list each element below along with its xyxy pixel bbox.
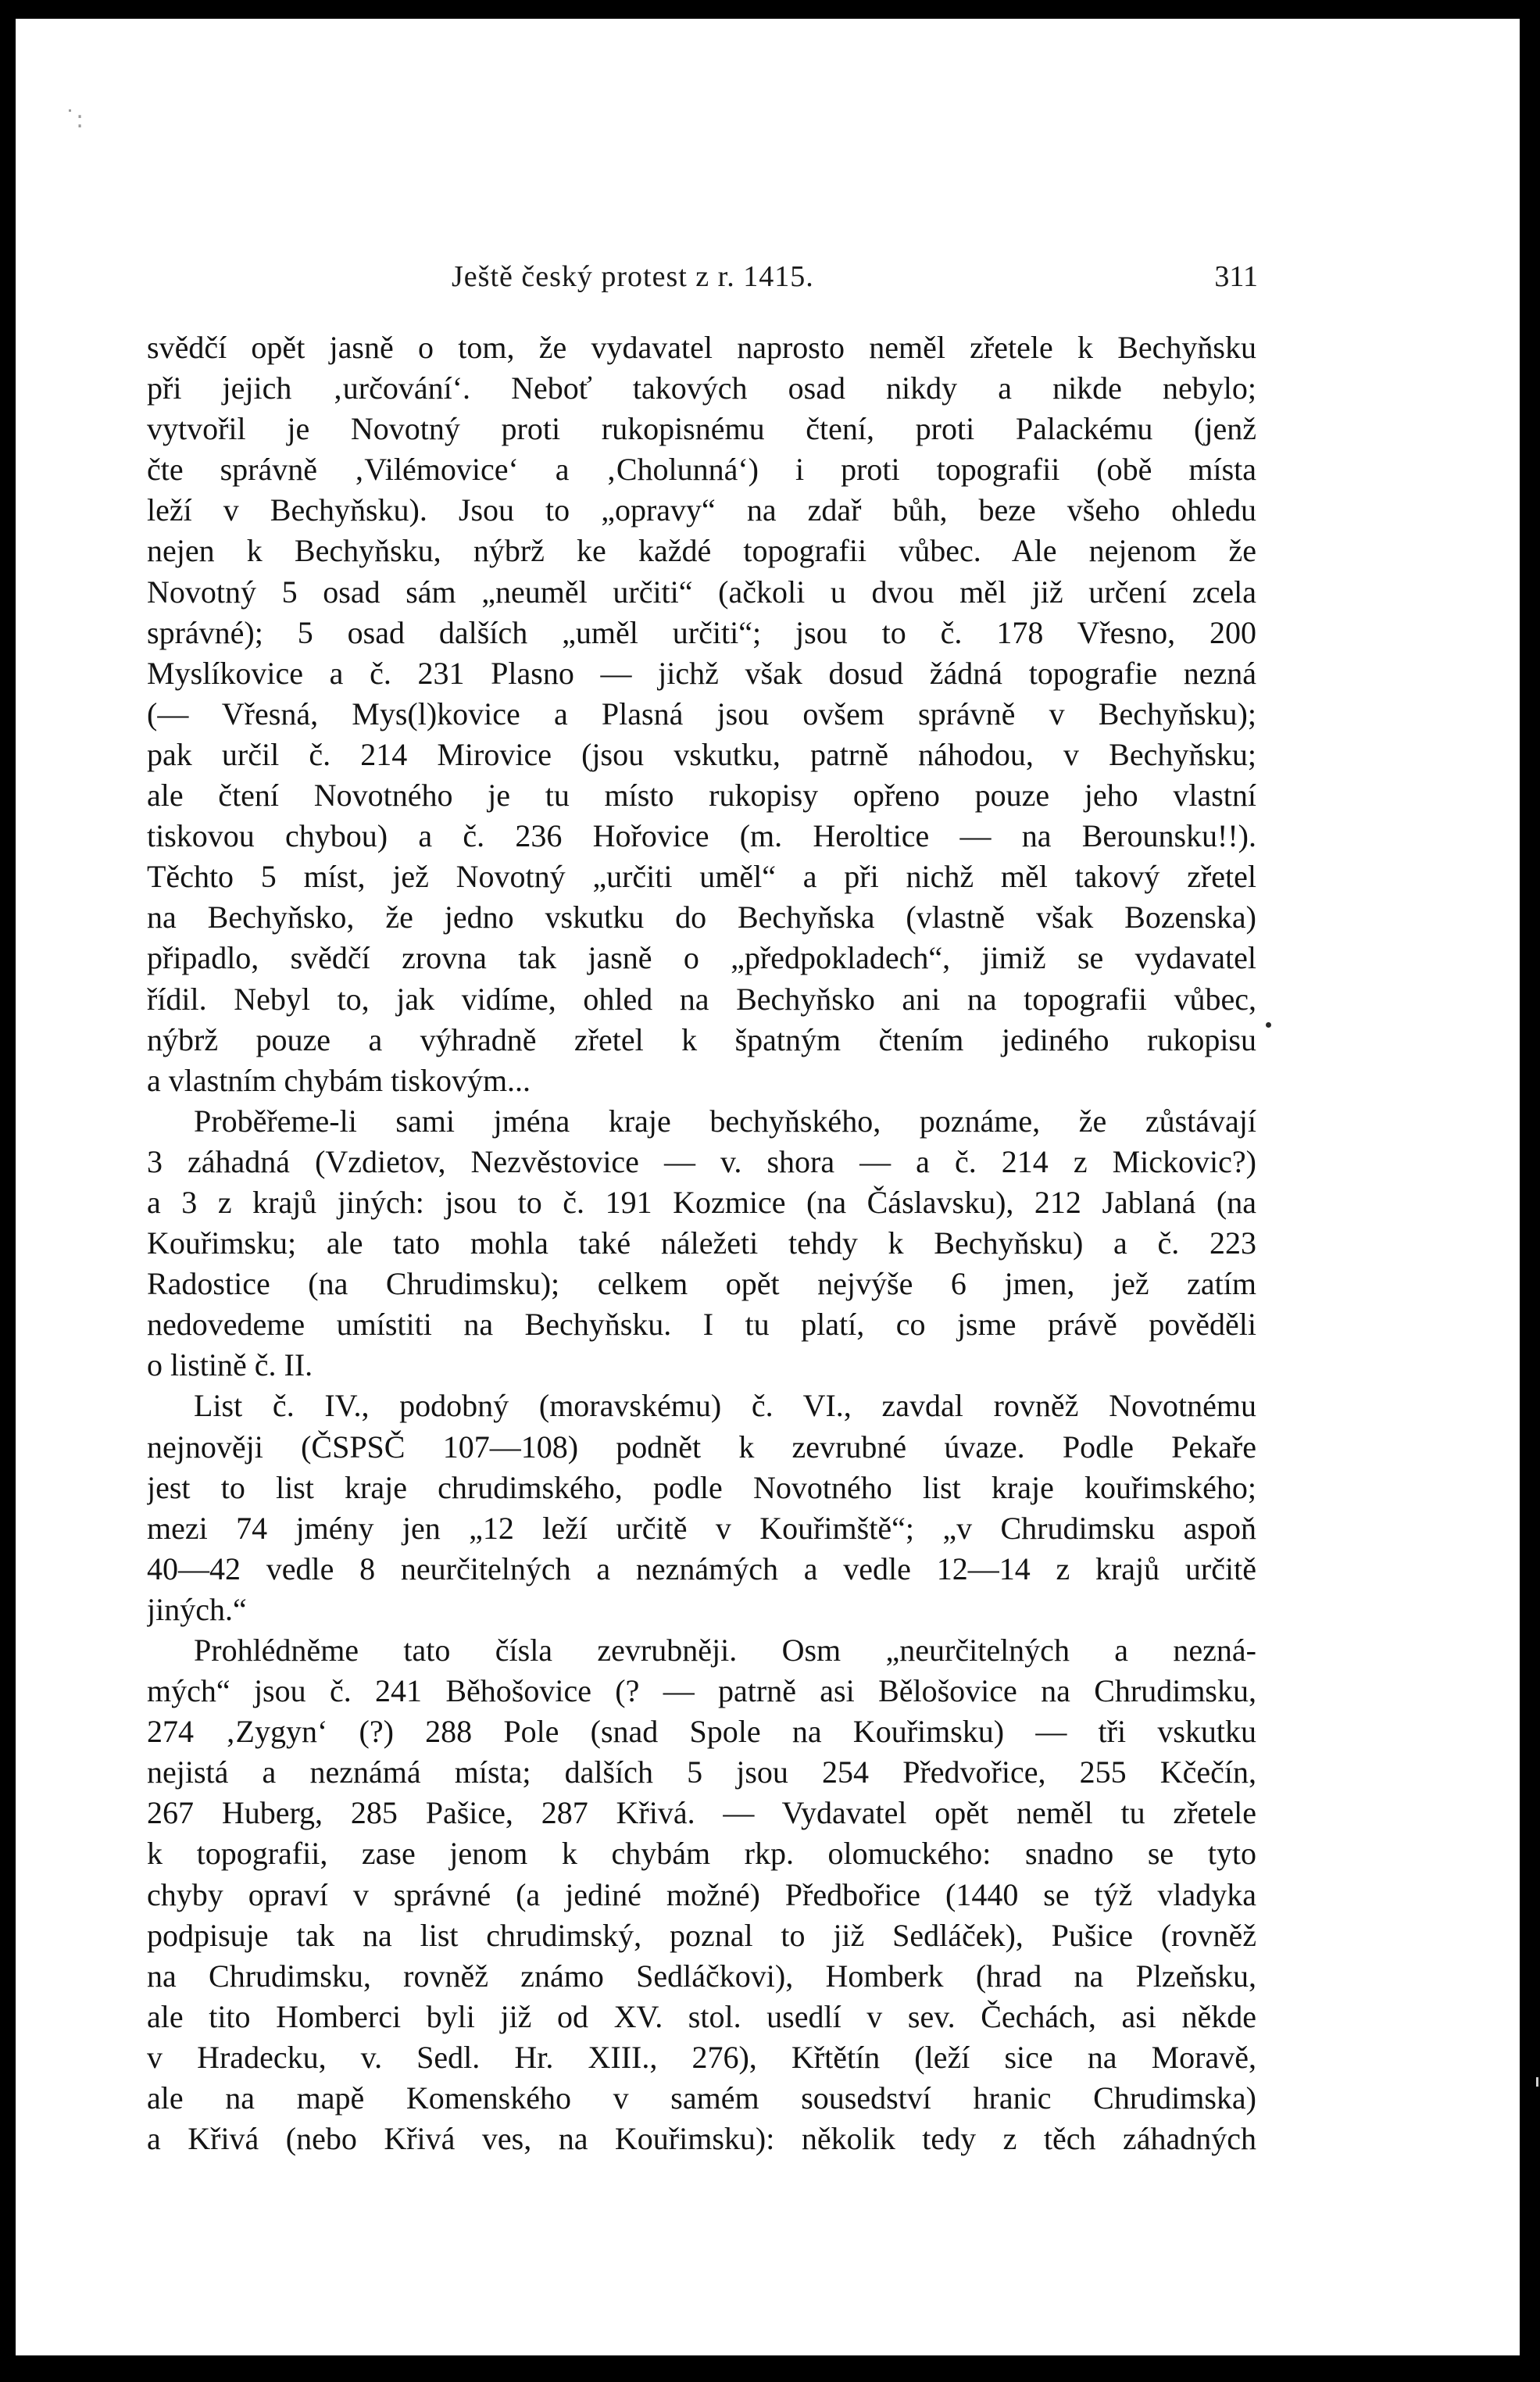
text-line-paragraph-start: List č. IV., podobný (moravskému) č. VI., zavdal rovněž Novotnému [194,1388,1256,1424]
text-line: čte správně ‚Vilémovice‘ a ‚Cholunná‘) i proti topografii (obě místa [147,452,1256,488]
text-line: na Chrudimsku, rovněž známo Sedláčkovi), Homberk (hrad na Plzeňsku, [147,1958,1256,1994]
text-line: ale na mapě Komenského v samém sousedství hranic Chrudimska) [147,2080,1256,2116]
text-line: ale tito Homberci byli již od XV. stol. usedlí v sev. Čechách, asi někde [147,1998,1256,2034]
text-line: pak určil č. 214 Mirovice (jsou vskutku, patrně náhodou, v Bechyňsku; [147,736,1256,772]
text-line: mých“ jsou č. 241 Běhošovice (? — patrně asi Bělošovice na Chrudimsku, [147,1673,1256,1709]
text-line: chyby opraví v správné (a jediné možné) Předbořice (1440 se týž vladyka [147,1876,1256,1912]
text-line: leží v Bechyňsku). Jsou to „opravy“ na zdař bůh, beze všeho ohledu [147,492,1256,528]
text-line: a 3 z krajů jiných: jsou to č. 191 Kozmice (na Čáslavsku), 212 Jablaná (na [147,1184,1256,1220]
text-line: nejen k Bechyňsku, nýbrž ke každé topografii vůbec. Ale nejenom že [147,533,1256,569]
text-line: nejistá a neznámá místa; dalších 5 jsou 254 Předvořice, 255 Kčečín, [147,1754,1256,1790]
text-line: k topografii, zase jenom k chybám rkp. olomuckého: snadno se tyto [147,1836,1256,1872]
text-line: 40—42 vedle 8 neurčitelných a neznámých a vedle 12—14 z krajů určitě [147,1550,1256,1586]
text-line: vytvořil je Novotný proti rukopisnému čtení, proti Palackému (jenž [147,411,1256,447]
text-line: mezi 74 jmény jen „12 leží určitě v Kouřimště“; „v Chrudimsku aspoň [147,1510,1256,1546]
text-line: tiskovou chybou) a č. 236 Hořovice (m. Heroltice — na Berounsku!!). [147,818,1256,854]
text-line: 267 Huberg, 285 Pašice, 287 Křivá. — Vydavatel opět neměl tu zřetele [147,1795,1256,1831]
edge-mark [1536,2077,1538,2087]
text-line: Kouřimsku; ale tato mohla také náležeti tehdy k Bechyňsku) a č. 223 [147,1225,1256,1261]
text-line: Radostice (na Chrudimsku); celkem opět nejvýše 6 jmen, jež zatím [147,1266,1256,1302]
text-line: na Bechyňsko, že jedno vskutku do Bechyňska (vlastně však Bozenska) [147,900,1256,935]
text-line-paragraph-start: Prohlédněme tato čísla zevrubněji. Osm „neurčitelných a nezná- [194,1633,1256,1668]
text-line: Těchto 5 míst, jež Novotný „určiti uměl“ a při nichž měl takový zřetel [147,859,1256,895]
page-header [148,259,1258,300]
text-line: 3 záhadná (Vzdietov, Nezvěstovice — v. shora — a č. 214 z Mickovic?) [147,1143,1256,1179]
text-line: a Křivá (nebo Křivá ves, na Kouřimsku): několik tedy z těch záhadných [147,2121,1256,2157]
text-line-paragraph-end: jiných.“ [147,1591,247,1627]
text-line-paragraph-end: a vlastním chybám tiskovým... [147,1062,531,1098]
text-line: Novotný 5 osad sám „neuměl určiti“ (ačkoli u dvou měl již určení zcela [147,574,1256,610]
text-line: správné); 5 osad dalších „uměl určiti“; jsou to č. 178 Vřesno, 200 [147,614,1256,650]
text-line: podpisuje tak na list chrudimský, poznal to již Sedláček), Pušice (rovněž [147,1917,1256,1953]
text-line: Myslíkovice a č. 231 Plasno — jichž však dosud žádná topografie nezná [147,655,1256,691]
body-text [147,327,1256,2159]
scan-speck: ˙: [64,106,84,134]
text-line-paragraph-start: Proběřeme-li sami jména kraje bechyňského, poznáme, že zůstávají [194,1103,1256,1139]
running-head: Ještě český protest z r. 1415. [452,260,814,293]
text-line: nedovedeme umístiti na Bechyňsku. I tu platí, co jsme právě pověděli [147,1307,1256,1343]
text-line: jest to list kraje chrudimského, podle Novotného list kraje kouřimského; [147,1469,1256,1505]
page-number: 311 [1214,260,1258,293]
margin-dot [1266,1022,1271,1028]
text-line: připadlo, svědčí zrovna tak jasně o „předpokladech“, jimiž se vydavatel [147,940,1256,976]
text-line: ale čtení Novotného je tu místo rukopisy opřeno pouze jeho vlastní [147,778,1256,814]
text-line: při jejich ‚určování‘. Neboť takových osad nikdy a nikde nebylo; [147,370,1256,406]
text-line: nejnověji (ČSPSČ 107—108) podnět k zevrubné úvaze. Podle Pekaře [147,1429,1256,1465]
text-line: nýbrž pouze a výhradně zřetel k špatným čtením jediného rukopisu [147,1021,1256,1057]
text-line-paragraph-end: o listině č. II. [147,1347,313,1383]
text-line: řídil. Nebyl to, jak vidíme, ohled na Bechyňsko ani na topografii vůbec, [147,981,1256,1017]
book-page [16,19,1520,2355]
text-line: (— Vřesná, Mys(l)kovice a Plasná jsou ovšem správně v Bechyňsku); [147,696,1256,731]
text-line: 274 ‚Zygyn‘ (?) 288 Pole (snad Spole na Kouřimsku) — tři vskutku [147,1714,1256,1750]
text-line: v Hradecku, v. Sedl. Hr. XIII., 276), Křtětín (leží sice na Moravě, [147,2039,1256,2075]
text-line: svědčí opět jasně o tom, že vydavatel naprosto neměl zřetele k Bechyňsku [147,330,1256,365]
